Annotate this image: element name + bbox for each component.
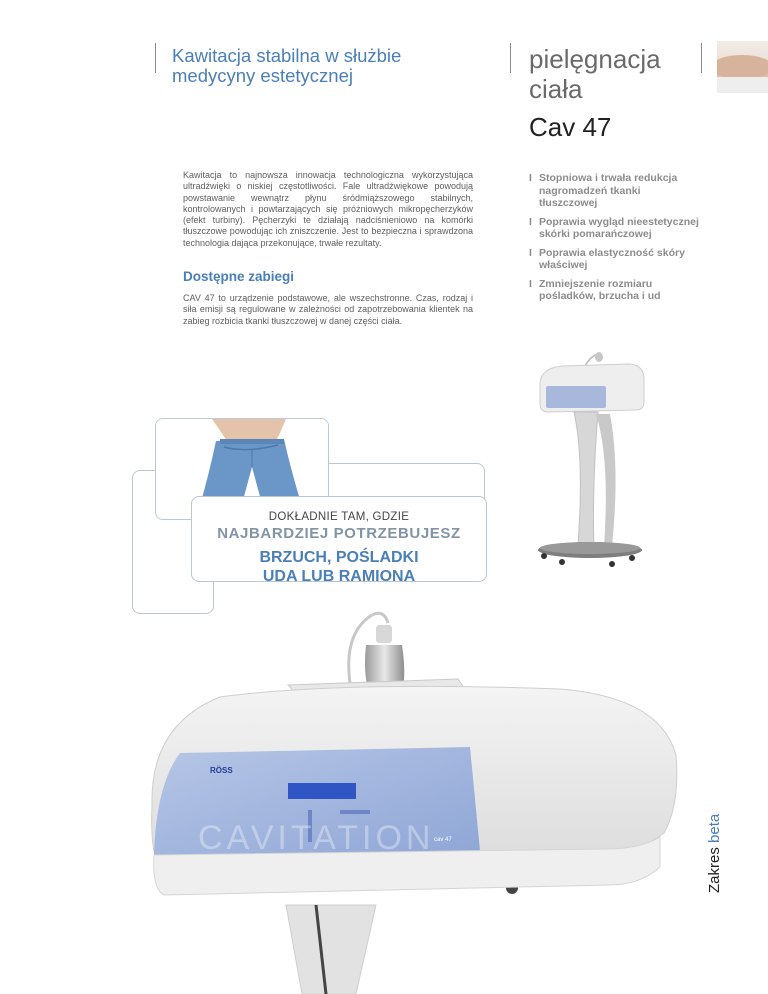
promo-line-1: DOKŁADNIE TAM, GDZIE	[268, 511, 410, 523]
device-watermark-text: CAVITATION	[198, 819, 435, 857]
body-thumbnail	[717, 41, 768, 93]
device-brand-label: RÖSS	[210, 766, 233, 775]
promo-line-3: BRZUCH, POŚLADKI UDA LUB RAMIONA	[259, 549, 419, 585]
device-stand-photo	[532, 348, 650, 574]
divider-middle	[510, 43, 511, 73]
device-closeup-photo	[140, 605, 690, 994]
section-heading: Dostępne zabiegi	[183, 269, 295, 284]
page-title: Kawitacja stabilna w służbie medycyny estetycznej	[172, 45, 402, 86]
benefit-item: I Poprawia elastyczność skóry właściwej	[529, 246, 685, 271]
benefits-list	[529, 172, 699, 309]
promo-box	[191, 496, 487, 585]
benefit-item: I Zmniejszenie rozmiaru pośladków, brzucha i ud	[529, 277, 661, 302]
divider-left	[155, 43, 156, 73]
section-paragraph: CAV 47 to urządzenie podstawowe, ale wszechstronne. Czas, rodzaj i siła emisji są regulowane w zależności od zapotrzebowania klientek na zabieg rozbicia tkanki tłuszczowej w danej części ciała.	[183, 293, 473, 326]
category-title: pielęgnacja ciała	[529, 44, 661, 104]
benefit-item: I Poprawia wygląd nieestetycznej skórki pomarańczowej	[529, 215, 699, 240]
benefit-item: I Stopniowa i trwała redukcja nagromadzeń tkanki tłuszczowej	[529, 172, 678, 209]
model-name: Cav 47	[529, 112, 612, 142]
side-label: Zakres beta	[706, 813, 723, 893]
intro-paragraph: Kawitacja to najnowsza innowacja technologiczna wykorzystująca ultradźwięki o niskiej częstotliwości. Fale ultradźwiękowe powodują powstawanie wewnątrz płynu śródmiąższowego stabilnych, kontrolowanych i powtarzających się próżniowych mikropęcherzyków (efekt turbiny). Pęcherzyki te działają nadciśnieniowo na komórki tłuszczowe powodując ich zniszczenie. Jest to bezpieczna i sprawdzona technologia dająca przekonujące, trwałe rezultaty.	[183, 170, 473, 248]
promo-line-2: NAJBARDZIEJ POTRZEBUJESZ	[217, 525, 461, 542]
divider-right	[701, 43, 702, 73]
device-model-badge: cav 47	[434, 837, 452, 843]
